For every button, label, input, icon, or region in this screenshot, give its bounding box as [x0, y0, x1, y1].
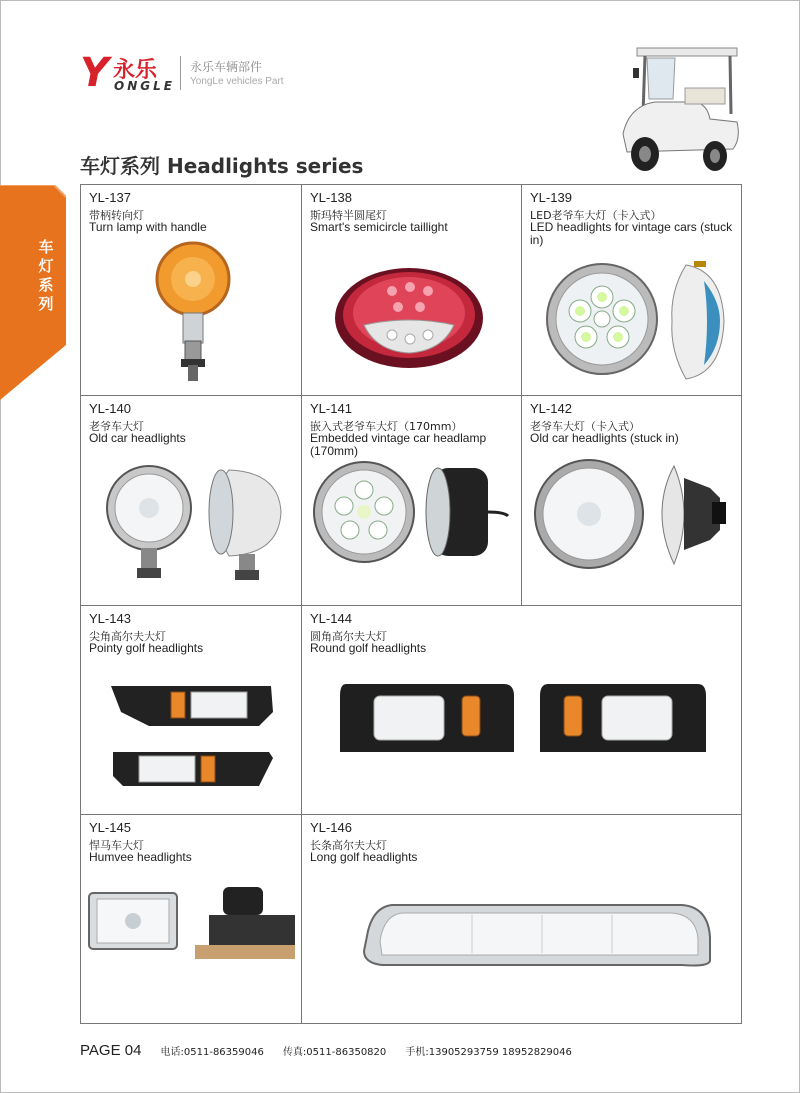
- product-name-en: Old car headlights (stuck in): [530, 431, 679, 445]
- product-code: YL-144: [310, 611, 352, 626]
- round-golf-headlight-image: [338, 676, 708, 756]
- long-golf-headlight-image: [362, 901, 712, 969]
- product-cell: [302, 396, 522, 606]
- product-grid: [80, 184, 742, 1024]
- product-name-cn: 老爷车大灯: [89, 420, 144, 433]
- product-code: YL-141: [310, 401, 352, 416]
- product-name-en: Smart's semicircle taillight: [310, 220, 448, 234]
- stuck-in-headlight-image: [534, 458, 734, 578]
- pointy-golf-headlight-image: [109, 682, 279, 800]
- old-car-headlight-image: [103, 462, 288, 592]
- product-name-en: LED headlights for vintage cars (stuck in): [530, 220, 733, 247]
- product-name-cn: 斯玛特半圆尾灯: [310, 209, 387, 222]
- product-name-en: Round golf headlights: [310, 641, 427, 655]
- product-name-en: Old car headlights: [89, 431, 186, 445]
- product-cell: [81, 396, 302, 606]
- logo-letter: Y: [80, 50, 107, 96]
- turn-lamp-image: [151, 241, 236, 386]
- product-code: YL-137: [89, 190, 131, 205]
- product-cell: [522, 185, 741, 396]
- product-name-cn: 尖角高尔夫大灯: [89, 630, 166, 643]
- product-cell: [81, 185, 302, 396]
- product-name-cn: 悍马车大灯: [89, 839, 144, 852]
- led-headlight-image: [544, 261, 734, 386]
- page-number: PAGE 04: [80, 1042, 142, 1059]
- side-tab-label: 车灯系列: [38, 238, 54, 313]
- product-code: YL-142: [530, 401, 572, 416]
- logo-english: ONGLE: [114, 79, 175, 93]
- logo-chinese: 永乐: [113, 58, 158, 83]
- mobile: 手机:13905293759 18952829046: [405, 1047, 572, 1058]
- product-name-cn: 圆角高尔夫大灯: [310, 630, 387, 643]
- product-name-cn: 长条高尔夫大灯: [310, 839, 387, 852]
- product-code: YL-146: [310, 820, 352, 835]
- product-cell: [81, 606, 302, 815]
- brand-name-en: YongLe vehicles Part: [190, 76, 284, 87]
- product-code: YL-143: [89, 611, 131, 626]
- side-tab-shape: [0, 185, 66, 400]
- logo-divider: [180, 56, 181, 90]
- product-name-en: Humvee headlights: [89, 850, 192, 864]
- product-cell: [302, 606, 741, 815]
- product-cell: [302, 815, 741, 1023]
- page-footer: [80, 1040, 572, 1059]
- product-code: YL-138: [310, 190, 352, 205]
- fax: 传真:0511-86350820: [282, 1047, 387, 1058]
- product-name-en: Embedded vintage car headlamp (170mm): [310, 431, 487, 458]
- product-name-en: Pointy golf headlights: [89, 641, 204, 655]
- brand-logo: [80, 48, 310, 98]
- product-cell: [81, 815, 302, 1023]
- humvee-headlight-image: [87, 885, 297, 975]
- product-name-en: Long golf headlights: [310, 850, 418, 864]
- product-code: YL-139: [530, 190, 572, 205]
- brand-name-cn: 永乐车辆部件: [190, 60, 263, 74]
- product-cell: [302, 185, 522, 396]
- embedded-headlamp-image: [312, 460, 517, 580]
- product-name-en: Turn lamp with handle: [89, 220, 207, 234]
- product-name-cn: 老爷车大灯（卡入式）: [530, 420, 640, 433]
- product-code: YL-140: [89, 401, 131, 416]
- phone: 电话:0511-86359046: [160, 1047, 264, 1058]
- product-code: YL-145: [89, 820, 131, 835]
- product-cell: [522, 396, 741, 606]
- product-name-cn: LED老爷车大灯（卡入式）: [530, 209, 662, 222]
- product-name-cn: 嵌入式老爷车大灯（170mm）: [310, 420, 463, 433]
- product-name-cn: 带柄转向灯: [89, 209, 144, 222]
- section-title: 车灯系列 Headlights series: [80, 154, 364, 178]
- taillight-image: [332, 263, 487, 373]
- golf-cart-image: [615, 44, 745, 184]
